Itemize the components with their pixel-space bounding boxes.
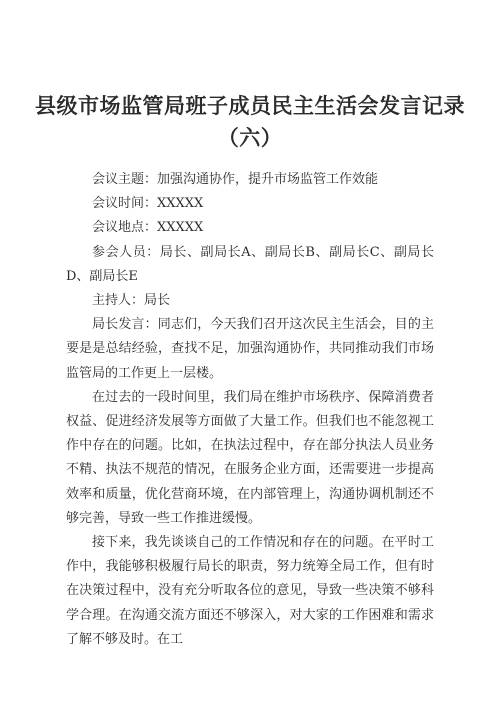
meeting-host: 主持人：局长 — [92, 293, 171, 309]
document-title-number: （六） — [217, 126, 283, 150]
meeting-theme: 会议主题：加强沟通协作，提升市场监管工作效能 — [92, 172, 379, 187]
body-paragraph: 接下来，我先谈谈自己的工作情况和存在的问题。在平时工作中，我能够积极履行局长的职责，努力统筹全局工作，但有时在决策过程中，没有充分听取各位的意见，导致一些决策不够科学合理。在沟通交流方面还不够深入，对大家的工作困难和需求了解不够及时。在工 — [66, 535, 434, 647]
body-paragraph: 局长发言：同志们，今天我们召开这次民主生活会，目的主要是是总结经验，查找不足，加强沟通协作，共同推动我们市场监管局的工作更上一层楼。 — [66, 317, 434, 381]
body-paragraph: 在过去的一段时间里，我们局在维护市场秩序、保障消费者权益、促进经济发展等方面做了大量工作。但我们也不能忽视工作中存在的问题。比如，在执法过程中，存在部分执法人员业务不精、执法不规范的情况，在服务企业方面，还需要进一步提高效率和质量，优化营商环境，在内部管理上，沟通协调机制还不够完善，导致一些工作推进缓慢。 — [66, 389, 434, 526]
meeting-attendees: 参会人员：局长、副局长A、副局长B、副局长C、副局长D、副局长E — [66, 244, 434, 284]
document-body — [66, 168, 434, 652]
meeting-time: 会议时间：XXXXX — [92, 196, 204, 212]
document-title: 县级市场监管局班子成员民主生活会发言记录 — [35, 94, 465, 118]
meeting-place: 会议地点：XXXXX — [92, 220, 204, 236]
